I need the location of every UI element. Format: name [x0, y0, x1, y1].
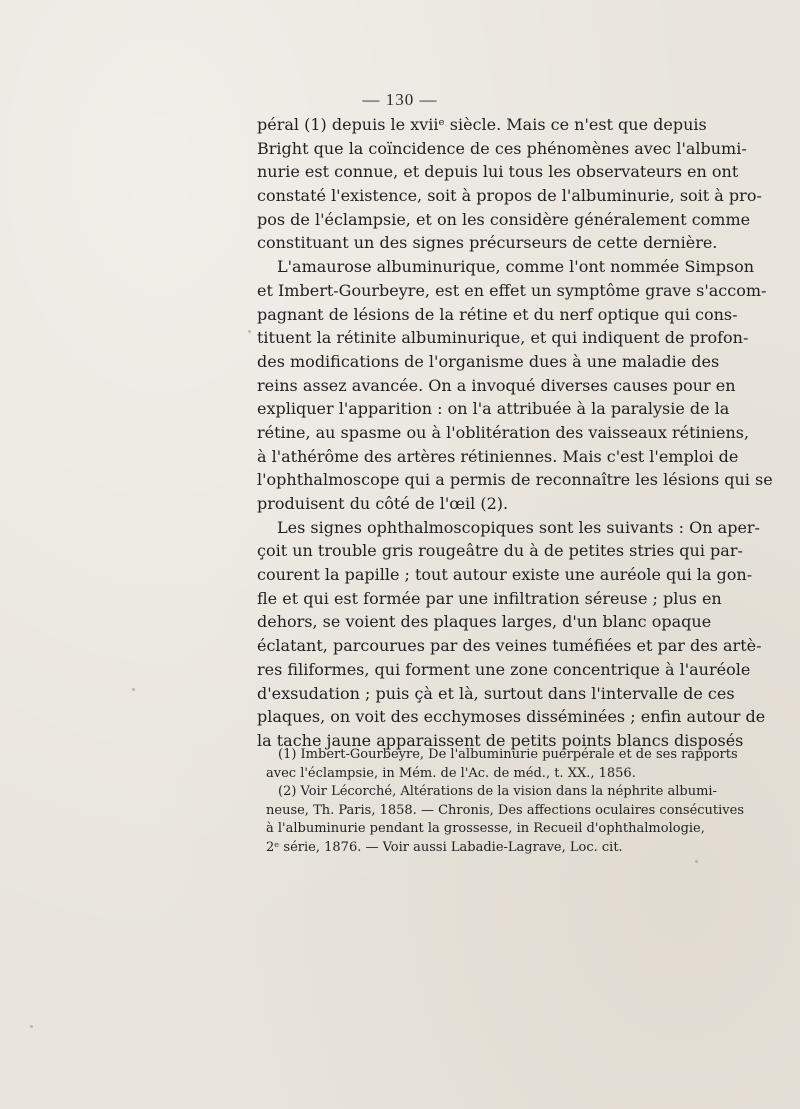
footnote-line: avec l'éclampsie, in Mém. de l'Ac. de méd., t. XX., 1856.	[266, 765, 636, 781]
footnote-line: (2) Voir Lécorché, Altérations de la vision dans la néphrite albumi-	[278, 784, 717, 799]
paper-speck	[132, 688, 135, 691]
footnote-line: 2ᵉ série, 1876. — Voir aussi Labadie-Lagrave, Loc. cit.	[266, 839, 623, 855]
text-line: éclatant, parcourues par des veines tuméfiées et par des artè-	[257, 636, 762, 656]
text-line: expliquer l'apparition : on l'a attribuée à la paralysie de la	[257, 399, 730, 419]
page-number: — 130 —	[362, 90, 438, 109]
main-text-block	[257, 113, 773, 753]
text-line: çoit un trouble gris rougeâtre du à de petites stries qui par-	[257, 541, 743, 561]
footnote-line: à l'albuminurie pendant la grossesse, in Recueil d'ophthalmologie,	[266, 821, 705, 836]
text-line: tituent la rétinite albuminurique, et qui indiquent de profon-	[257, 328, 749, 348]
text-line: L'amaurose albuminurique, comme l'ont nommée Simpson	[277, 257, 755, 277]
text-line: dehors, se voient des plaques larges, d'un blanc opaque	[257, 612, 712, 632]
text-line: et Imbert-Gourbeyre, est en effet un symptôme grave s'accom-	[257, 280, 767, 300]
text-line: Les signes ophthalmoscopiques sont les suivants : On aper-	[277, 517, 760, 537]
text-line: fle et qui est formée par une infiltration séreuse ; plus en	[257, 588, 722, 608]
text-line: plaques, on voit des ecchymoses disséminées ; enfin autour de	[257, 707, 766, 727]
text-line: courent la papille ; tout autour existe une auréole qui la gon-	[257, 565, 753, 585]
text-line: pos de l'éclampsie, et on les considère généralement comme	[257, 209, 751, 229]
text-line: la tache jaune apparaissent de petits points blancs disposés	[257, 730, 744, 750]
text-line: des modifications de l'organisme dues à une maladie des	[257, 351, 720, 371]
footnote-line: (1) Imbert-Gourbeyre, De l'albuminurie puerpérale et de ses rapports	[278, 747, 738, 762]
text-line: pagnant de lésions de la rétine et du nerf optique qui cons-	[257, 304, 738, 324]
text-line: produisent du côté de l'œil (2).	[257, 494, 509, 513]
footnotes-block	[266, 746, 745, 857]
text-line: péral (1) depuis le xviiᵉ siècle. Mais ce n'est que depuis	[257, 115, 707, 134]
footnote-line: neuse, Th. Paris, 1858. — Chronis, Des affections oculaires consécutives	[266, 802, 745, 818]
text-line: constituant un des signes précurseurs de cette dernière.	[257, 233, 718, 253]
paper-speck	[695, 860, 698, 863]
text-line: reins assez avancée. On a invoqué diverses causes pour en	[257, 375, 736, 395]
text-line: rétine, au spasme ou à l'oblitération des vaisseaux rétiniens,	[257, 422, 750, 442]
text-line: res filiformes, qui forment une zone concentrique à l'auréole	[257, 659, 751, 679]
text-line: l'ophthalmoscope qui a permis de reconnaître les lésions qui se	[257, 470, 773, 490]
text-line: constaté l'existence, soit à propos de l'albuminurie, soit à pro-	[257, 186, 762, 206]
text-line: nurie est connue, et depuis lui tous les observateurs en ont	[257, 162, 739, 182]
paper-speck	[30, 1025, 33, 1028]
text-line: à l'athérôme des artères rétiniennes. Mais c'est l'emploi de	[257, 446, 739, 466]
text-line: Bright que la coïncidence de ces phénomènes avec l'albumi-	[257, 138, 747, 158]
paper-speck	[248, 330, 251, 333]
text-line: d'exsudation ; puis çà et là, surtout dans l'intervalle de ces	[257, 683, 735, 703]
